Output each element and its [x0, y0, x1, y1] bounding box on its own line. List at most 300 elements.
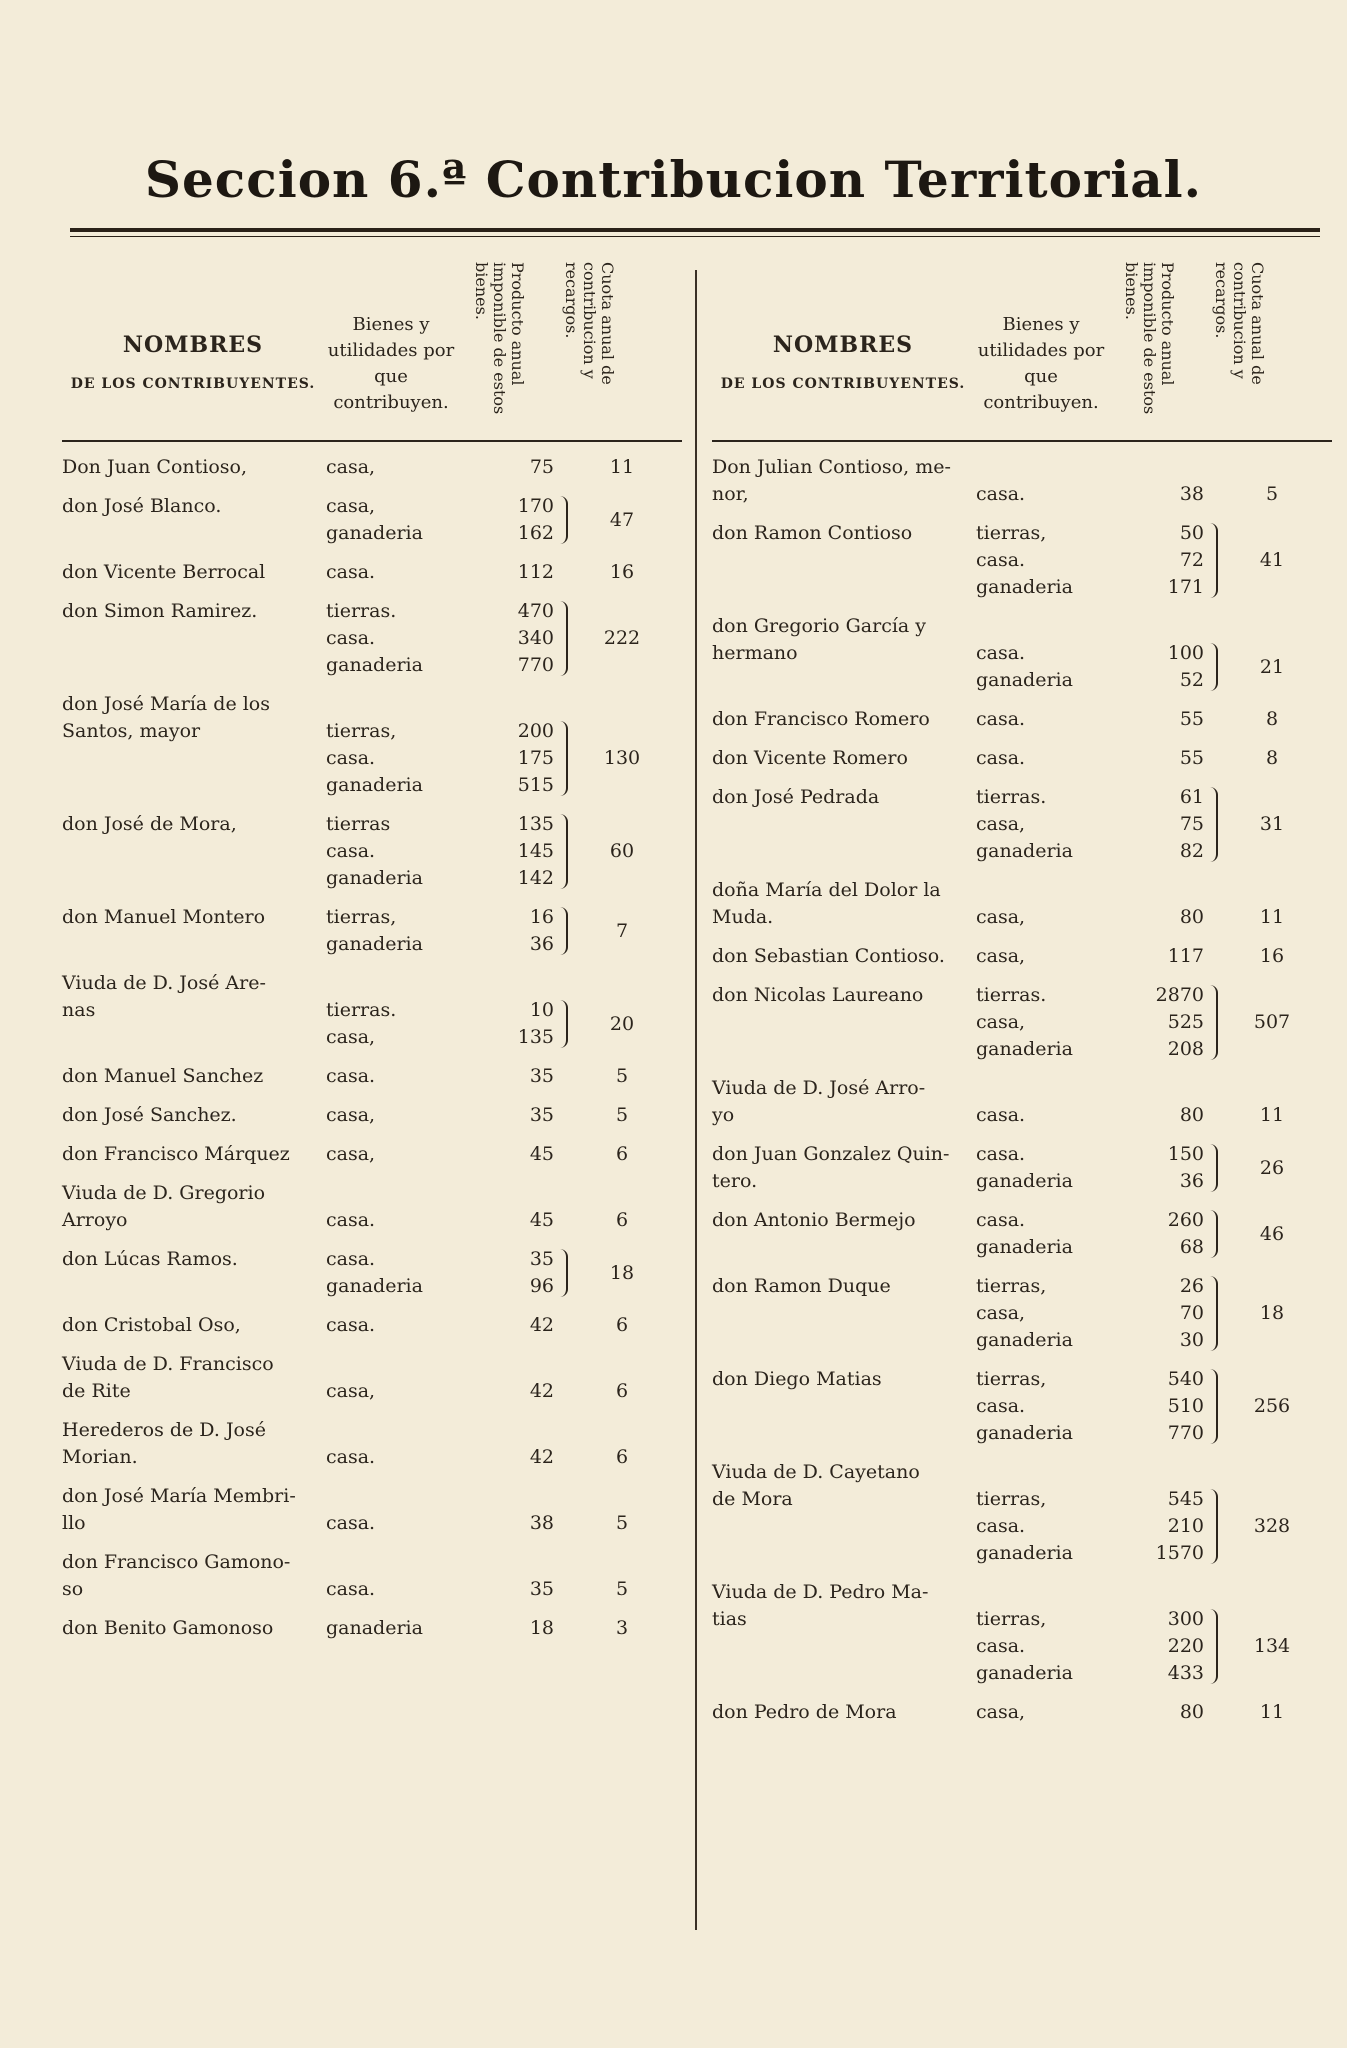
asset-item: tierras — [326, 813, 391, 835]
asset-item: ganaderia — [326, 654, 423, 676]
contributor-name: don Manuel Montero — [62, 906, 266, 928]
table-row — [62, 1483, 682, 1537]
table-row — [62, 493, 682, 547]
product-values — [464, 1483, 554, 1537]
cuota-value: 5 — [615, 1578, 629, 1600]
contributor-name: Viuda de D. José Are- nas — [62, 972, 266, 1021]
cuota-value: 11 — [1259, 1701, 1285, 1723]
product-values — [1114, 982, 1204, 1063]
product-value: 162 — [517, 522, 554, 544]
contributor-name: don Juan Gonzalez Quin- tero. — [712, 1143, 950, 1192]
contributor-name: don Nicolas Laureano — [712, 984, 924, 1006]
table-row — [62, 1246, 682, 1300]
asset-item — [326, 970, 456, 997]
product-values — [464, 559, 554, 586]
product-value: 525 — [1167, 1011, 1204, 1033]
product-values — [1114, 1075, 1204, 1129]
group-bracket — [1208, 985, 1218, 1060]
contributor-name: don Antonio Bermejo — [712, 1209, 916, 1231]
asset-item: casa, — [326, 1026, 376, 1048]
product-value: 510 — [1167, 1395, 1204, 1417]
asset-item: casa. — [326, 1065, 376, 1087]
product-value: 210 — [1167, 1515, 1204, 1537]
contributor-name: don Pedro de Mora — [712, 1701, 897, 1723]
product-value: 100 — [1167, 642, 1204, 664]
asset-list — [326, 559, 456, 586]
right-column — [712, 250, 1332, 1726]
header-names-big: NOMBRES — [772, 332, 914, 358]
asset-item — [976, 877, 1106, 904]
product-value: 545 — [1167, 1488, 1204, 1510]
cuota-value: 5 — [615, 1065, 629, 1087]
asset-list — [326, 1141, 456, 1168]
group-bracket — [558, 1249, 568, 1297]
asset-item: tierras, — [976, 1608, 1047, 1630]
contributor-name: don José Blanco. — [62, 495, 222, 517]
asset-item: casa. — [326, 1314, 376, 1336]
product-values — [1114, 454, 1204, 508]
asset-item: casa. — [976, 1515, 1026, 1537]
header-names-small: DE LOS CONTRIBUYENTES. — [720, 376, 966, 392]
cuota-value: 21 — [1259, 655, 1285, 678]
contributor-name: don Ramon Duque — [712, 1275, 891, 1297]
left-table-header — [62, 250, 682, 442]
product-values — [464, 970, 554, 1051]
table-row — [62, 1063, 682, 1090]
asset-item: casa, — [326, 495, 376, 517]
product-value: 70 — [1179, 1302, 1204, 1324]
asset-list — [326, 454, 456, 481]
table-row — [62, 970, 682, 1051]
asset-item: casa, — [326, 1143, 376, 1165]
group-bracket — [558, 814, 568, 889]
product-values — [464, 1063, 554, 1090]
asset-item: casa, — [976, 1701, 1026, 1723]
product-value — [464, 691, 554, 718]
contributor-name: don Benito Gamonoso — [62, 1617, 274, 1639]
asset-item: ganaderia — [326, 522, 423, 544]
asset-item: casa. — [976, 1395, 1026, 1417]
asset-item: casa. — [976, 747, 1026, 769]
group-bracket — [558, 907, 568, 955]
asset-item — [326, 1549, 456, 1576]
asset-item: ganaderia — [976, 1542, 1073, 1564]
product-values — [1114, 1579, 1204, 1687]
table-row — [62, 598, 682, 679]
asset-item: casa. — [326, 1446, 376, 1468]
product-value: 52 — [1179, 669, 1204, 691]
product-value: 220 — [1167, 1635, 1204, 1657]
cuota-value: 256 — [1253, 1395, 1291, 1417]
asset-list — [976, 1141, 1106, 1195]
product-value: 55 — [1179, 708, 1204, 730]
cuota-value: 6 — [615, 1314, 629, 1336]
asset-item: casa. — [976, 1143, 1026, 1165]
asset-list — [326, 1483, 456, 1537]
asset-item: ganaderia — [326, 933, 423, 955]
product-value: 80 — [1179, 906, 1204, 928]
cuota-value: 16 — [609, 561, 635, 583]
cuota-value: 8 — [1265, 747, 1279, 769]
product-value: 200 — [517, 720, 554, 742]
asset-list — [326, 598, 456, 679]
product-value — [464, 1417, 554, 1444]
product-value — [464, 1549, 554, 1576]
asset-item: tierras, — [326, 720, 397, 742]
asset-item — [976, 1075, 1106, 1102]
asset-item: tierras. — [326, 999, 397, 1021]
table-row — [712, 943, 1332, 970]
cuota-value: 6 — [615, 1143, 629, 1165]
table-row — [712, 1141, 1332, 1195]
product-values — [464, 1141, 554, 1168]
asset-list — [326, 691, 456, 799]
product-value: 36 — [529, 933, 554, 955]
asset-item: tierras, — [326, 906, 397, 928]
asset-list — [326, 1246, 456, 1300]
title-rule-thin — [70, 236, 1320, 237]
asset-item: casa. — [976, 1635, 1026, 1657]
table-row — [62, 1312, 682, 1339]
asset-item: casa, — [976, 945, 1026, 967]
table-row — [62, 1351, 682, 1405]
asset-item: casa. — [326, 747, 376, 769]
asset-list — [326, 970, 456, 1051]
contributor-name: Don Julian Contioso, me- nor, — [712, 456, 951, 505]
product-value — [1114, 877, 1204, 904]
product-values — [464, 1102, 554, 1129]
cuota-value: 6 — [615, 1446, 629, 1468]
table-row — [62, 904, 682, 958]
header-producto: Producto anual imponible de estos bienes. — [1122, 262, 1177, 415]
group-bracket — [1208, 1276, 1218, 1351]
product-values — [464, 1312, 554, 1339]
asset-item: casa, — [326, 1104, 376, 1126]
asset-item: tierras. — [976, 786, 1047, 808]
product-value: 35 — [529, 1248, 554, 1270]
product-values — [1114, 706, 1204, 733]
asset-item: casa, — [326, 1380, 376, 1402]
asset-list — [976, 982, 1106, 1063]
product-value: 50 — [1179, 522, 1204, 544]
contributor-name: don José de Mora, — [62, 813, 237, 835]
asset-item: ganaderia — [976, 1422, 1073, 1444]
product-value: 112 — [517, 561, 554, 583]
table-row — [712, 1699, 1332, 1726]
product-value — [464, 970, 554, 997]
cuota-value: 130 — [603, 747, 641, 769]
asset-item: casa. — [976, 483, 1026, 505]
left-rows — [62, 454, 682, 1642]
header-producto: Producto anual imponible de estos bienes. — [472, 262, 527, 415]
right-table-header — [712, 250, 1332, 442]
asset-item: ganaderia — [976, 669, 1073, 691]
asset-item: casa. — [976, 642, 1026, 664]
group-bracket — [1208, 1144, 1218, 1192]
group-bracket — [1208, 1489, 1218, 1564]
product-value: 340 — [517, 627, 554, 649]
group-bracket — [1208, 1210, 1218, 1258]
cuota-value: 5 — [1265, 483, 1279, 505]
product-value: 1570 — [1155, 1542, 1204, 1564]
header-cuota: Cuota anual de contribucion y recargos. — [1212, 262, 1267, 385]
asset-item — [976, 1459, 1106, 1486]
product-values — [464, 1180, 554, 1234]
asset-list — [976, 613, 1106, 694]
product-value: 61 — [1179, 786, 1204, 808]
table-row — [712, 1459, 1332, 1567]
table-row — [712, 982, 1332, 1063]
table-row — [62, 1549, 682, 1603]
contributor-name: don Diego Matias — [712, 1368, 882, 1390]
asset-list — [326, 811, 456, 892]
product-values — [464, 1549, 554, 1603]
product-value: 433 — [1167, 1662, 1204, 1684]
asset-item: ganaderia — [976, 1170, 1073, 1192]
asset-list — [326, 904, 456, 958]
group-bracket — [1208, 643, 1218, 691]
group-bracket — [1208, 1609, 1218, 1684]
product-value: 80 — [1179, 1104, 1204, 1126]
asset-item: tierras. — [326, 600, 397, 622]
contributor-name: don Ramon Contioso — [712, 522, 913, 544]
product-value: 260 — [1167, 1209, 1204, 1231]
contributor-name: don Gregorio García y hermano — [712, 615, 927, 664]
product-value — [464, 1180, 554, 1207]
contributor-name: doña María del Dolor la Muda. — [712, 879, 941, 928]
asset-list — [976, 745, 1106, 772]
asset-list — [976, 454, 1106, 508]
asset-item: casa. — [326, 561, 376, 583]
contributor-name: don Simon Ramirez. — [62, 600, 258, 622]
product-value — [464, 1351, 554, 1378]
asset-item: tierras, — [976, 522, 1047, 544]
product-value: 35 — [529, 1578, 554, 1600]
asset-item: casa, — [976, 906, 1026, 928]
table-row — [712, 706, 1332, 733]
product-value: 135 — [517, 813, 554, 835]
product-value — [464, 1483, 554, 1510]
contributor-name: don José María Membri- llo — [62, 1485, 296, 1534]
asset-list — [976, 1459, 1106, 1567]
product-value: 96 — [529, 1275, 554, 1297]
asset-item: tierras, — [976, 1275, 1047, 1297]
asset-list — [976, 877, 1106, 931]
asset-list — [326, 1549, 456, 1603]
cuota-value: 46 — [1259, 1222, 1285, 1245]
product-values — [464, 1246, 554, 1300]
product-values — [464, 454, 554, 481]
product-value: 42 — [529, 1314, 554, 1336]
product-value: 18 — [529, 1617, 554, 1639]
product-values — [1114, 1366, 1204, 1447]
asset-item: ganaderia — [976, 1038, 1073, 1060]
product-value: 26 — [1179, 1275, 1204, 1297]
product-value: 16 — [529, 906, 554, 928]
asset-list — [976, 943, 1106, 970]
contributor-name: Viuda de D. Francisco de Rite — [62, 1353, 274, 1402]
product-value: 300 — [1167, 1608, 1204, 1630]
product-value: 55 — [1179, 747, 1204, 769]
product-values — [1114, 745, 1204, 772]
header-names-small: DE LOS CONTRIBUYENTES. — [70, 376, 316, 392]
cuota-value: 222 — [603, 627, 641, 649]
asset-item — [326, 1417, 456, 1444]
cuota-value: 18 — [1259, 1302, 1285, 1324]
cuota-value: 20 — [609, 1012, 635, 1035]
asset-item: casa, — [976, 1302, 1026, 1324]
contributor-name: Viuda de D. José Arro- yo — [712, 1077, 926, 1126]
product-value: 208 — [1167, 1038, 1204, 1060]
product-value: 38 — [529, 1512, 554, 1534]
group-bracket — [1208, 787, 1218, 862]
table-row — [712, 454, 1332, 508]
product-value — [1114, 1075, 1204, 1102]
table-row — [62, 811, 682, 892]
table-row — [62, 454, 682, 481]
table-row — [712, 1207, 1332, 1261]
asset-list — [326, 493, 456, 547]
cuota-value: 31 — [1259, 813, 1285, 835]
product-values — [1114, 943, 1204, 970]
product-value: 540 — [1167, 1368, 1204, 1390]
table-row — [62, 1615, 682, 1642]
asset-item: casa, — [976, 1011, 1026, 1033]
cuota-value: 6 — [615, 1380, 629, 1402]
product-value: 770 — [1167, 1422, 1204, 1444]
product-values — [464, 691, 554, 799]
header-bienes: Bienes y utilidades por que contribuyen. — [977, 314, 1105, 413]
product-value: 117 — [1167, 945, 1204, 967]
product-value: 145 — [517, 840, 554, 862]
product-value: 42 — [529, 1380, 554, 1402]
left-column — [62, 250, 682, 1642]
asset-item: ganaderia — [976, 1662, 1073, 1684]
group-bracket — [1208, 1369, 1218, 1444]
asset-item: casa. — [326, 1512, 376, 1534]
table-row — [62, 559, 682, 586]
product-value — [1114, 1459, 1204, 1486]
column-divider — [695, 270, 697, 1930]
asset-list — [976, 1579, 1106, 1687]
asset-item — [976, 1579, 1106, 1606]
asset-item: tierras. — [976, 984, 1047, 1006]
table-row — [712, 1579, 1332, 1687]
cuota-value: 18 — [609, 1261, 635, 1284]
asset-item — [976, 454, 1106, 481]
asset-list — [326, 1312, 456, 1339]
cuota-value: 16 — [1259, 945, 1285, 967]
contributor-name: Herederos de D. José Morian. — [62, 1419, 266, 1468]
asset-list — [326, 1615, 456, 1642]
contributor-name: don José Sanchez. — [62, 1104, 237, 1126]
header-names-big: NOMBRES — [122, 332, 264, 358]
product-values — [464, 1417, 554, 1471]
table-row — [62, 1141, 682, 1168]
product-value: 36 — [1179, 1170, 1204, 1192]
asset-item — [326, 1483, 456, 1510]
product-value: 30 — [1179, 1329, 1204, 1351]
product-value: 35 — [529, 1065, 554, 1087]
product-value: 68 — [1179, 1236, 1204, 1258]
contributor-name: Viuda de D. Gregorio Arroyo — [62, 1182, 266, 1231]
cuota-value: 8 — [1265, 708, 1279, 730]
table-row — [712, 1366, 1332, 1447]
product-value: 175 — [517, 747, 554, 769]
product-value: 470 — [517, 600, 554, 622]
contributor-name: don José Pedrada — [712, 786, 880, 808]
table-row — [712, 1075, 1332, 1129]
asset-item: casa. — [976, 1104, 1026, 1126]
product-values — [1114, 1699, 1204, 1726]
product-value: 2870 — [1155, 984, 1204, 1006]
product-value: 170 — [517, 495, 554, 517]
cuota-value: 6 — [615, 1209, 629, 1231]
product-values — [1114, 784, 1204, 865]
asset-item: casa, — [326, 456, 376, 478]
product-value: 45 — [529, 1143, 554, 1165]
product-value: 770 — [517, 654, 554, 676]
product-values — [464, 904, 554, 958]
asset-list — [326, 1180, 456, 1234]
asset-item — [326, 1351, 456, 1378]
asset-list — [976, 706, 1106, 733]
group-bracket — [558, 721, 568, 796]
contributor-name: Viuda de D. Cayetano de Mora — [712, 1461, 920, 1510]
product-value: 82 — [1179, 840, 1204, 862]
product-value — [1114, 613, 1204, 640]
table-row — [712, 784, 1332, 865]
product-value: 171 — [1167, 576, 1204, 598]
asset-item: ganaderia — [326, 1275, 423, 1297]
cuota-value: 134 — [1253, 1635, 1291, 1657]
header-cuota: Cuota anual de contribucion y recargos. — [562, 262, 617, 385]
asset-item: casa. — [326, 840, 376, 862]
asset-item: ganaderia — [976, 576, 1073, 598]
product-values — [1114, 1459, 1204, 1567]
asset-list — [976, 1366, 1106, 1447]
product-values — [1114, 520, 1204, 601]
asset-list — [976, 520, 1106, 601]
table-row — [712, 745, 1332, 772]
product-value: 35 — [529, 1104, 554, 1126]
product-values — [464, 493, 554, 547]
cuota-value: 60 — [609, 840, 635, 862]
asset-list — [976, 1207, 1106, 1261]
asset-list — [976, 1699, 1106, 1726]
asset-item — [326, 1180, 456, 1207]
asset-item: ganaderia — [976, 1329, 1073, 1351]
product-value: 75 — [529, 456, 554, 478]
group-bracket — [1208, 523, 1218, 598]
contributor-name: don Lúcas Ramos. — [62, 1248, 238, 1270]
cuota-value: 41 — [1259, 549, 1285, 571]
table-row — [712, 877, 1332, 931]
asset-item: ganaderia — [326, 774, 423, 796]
product-values — [464, 598, 554, 679]
product-values — [464, 1615, 554, 1642]
product-values — [1114, 1207, 1204, 1261]
contributor-name: don Vicente Romero — [712, 747, 908, 769]
product-value: 150 — [1167, 1143, 1204, 1165]
contributor-name: Don Juan Contioso, — [62, 456, 247, 478]
product-value: 38 — [1179, 483, 1204, 505]
asset-list — [326, 1417, 456, 1471]
page-title: Seccion 6.ª Contribucion Territorial. — [144, 150, 1203, 209]
cuota-value: 507 — [1253, 1011, 1291, 1033]
product-values — [1114, 613, 1204, 694]
asset-list — [326, 1351, 456, 1405]
